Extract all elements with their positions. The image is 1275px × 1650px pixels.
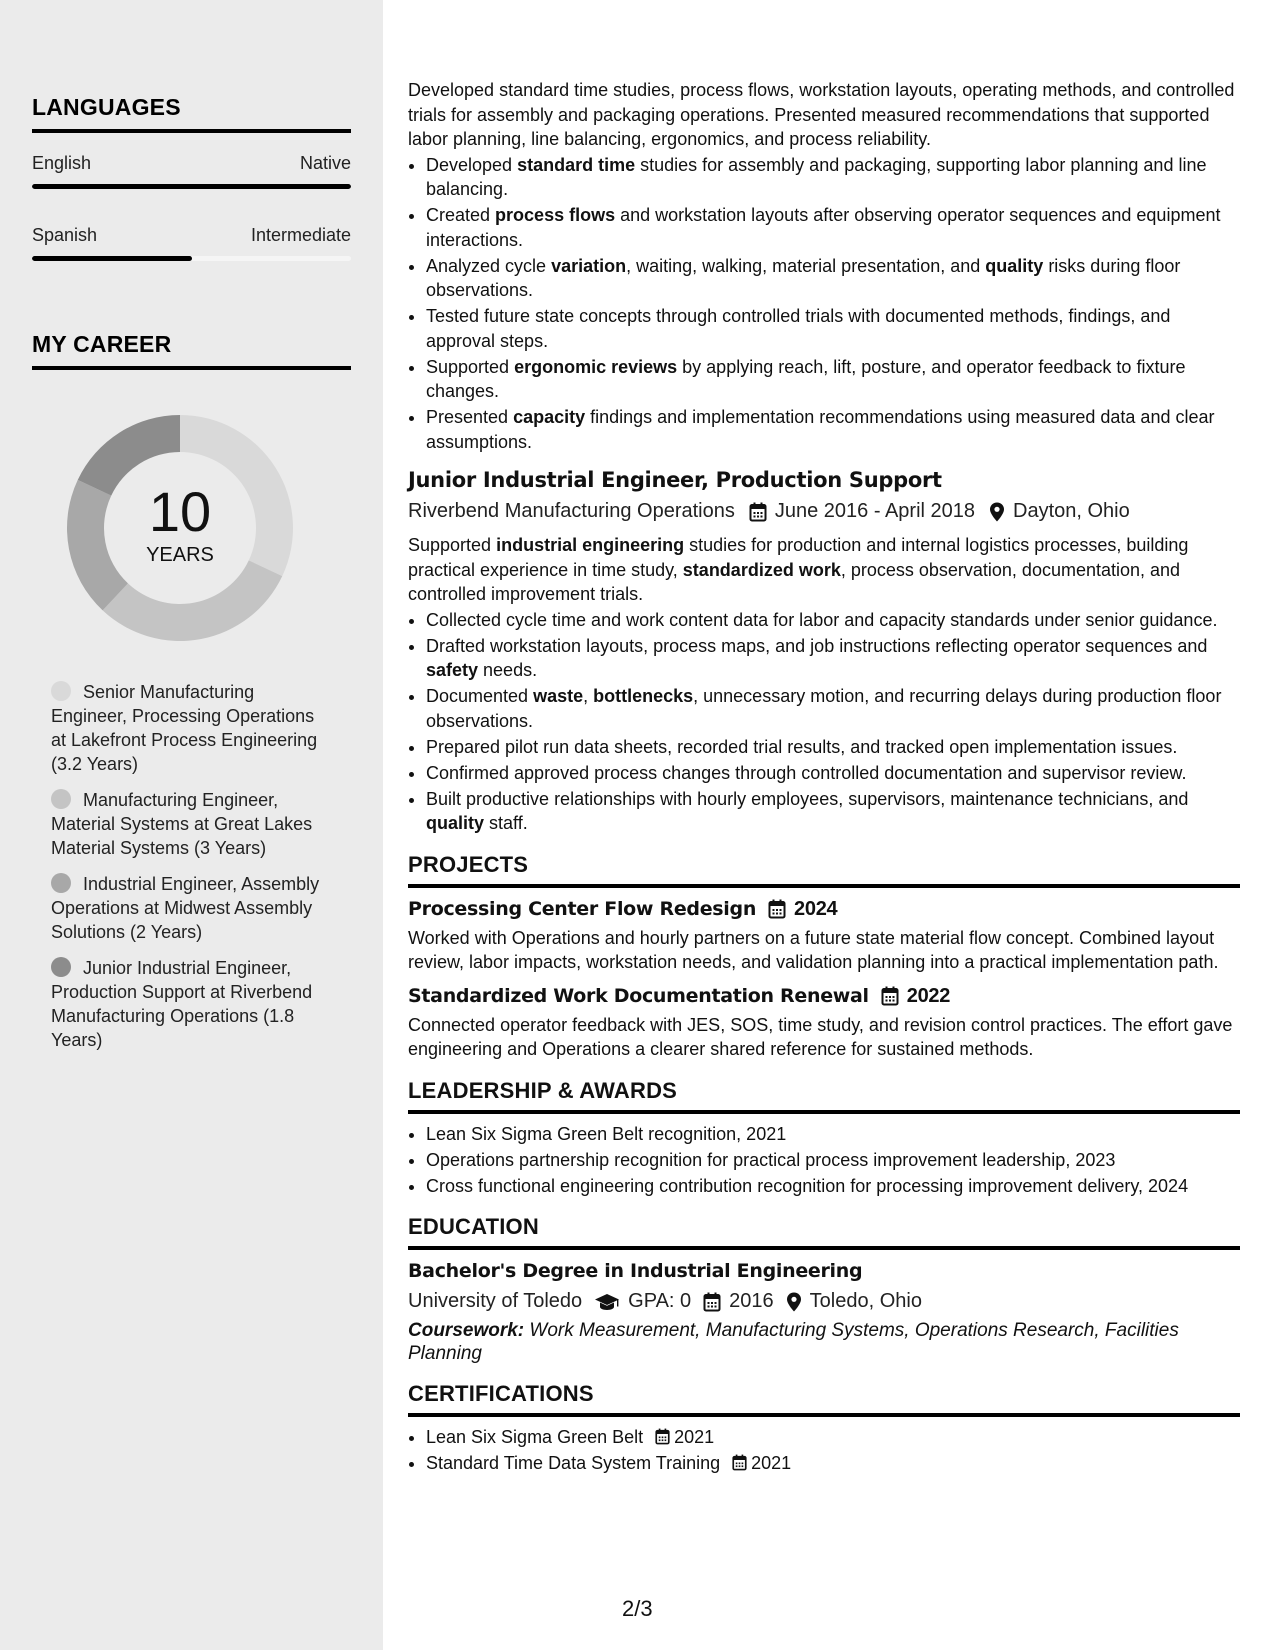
- job-company: Riverbend Manufacturing Operations: [408, 500, 735, 522]
- emphasis-keyword: waste: [533, 686, 584, 706]
- job-bullet: • Documented waste, bottlenecks, unnecessary motion, and recurring delays during production floor observations.: [426, 684, 1240, 733]
- intro-bullet: • Tested future state concepts through controlled trials with documented methods, findings, and approval steps.: [426, 304, 1240, 353]
- graduation-cap-icon: [594, 1293, 620, 1311]
- intro-bullet: • Created process flows and workstation layouts after observing operator sequences and equipment interactions.: [426, 203, 1240, 252]
- job-meta: [408, 500, 1240, 523]
- career-heading: MY CAREER: [32, 331, 351, 370]
- language-level: Intermediate: [250, 225, 351, 245]
- emphasis-keyword: quality: [426, 813, 485, 833]
- certification-year: 2021: [674, 1427, 715, 1447]
- language-item: [32, 153, 351, 189]
- education-heading: EDUCATION: [408, 1214, 1240, 1250]
- language-name: Spanish: [32, 225, 98, 245]
- emphasis-keyword: variation: [551, 255, 627, 276]
- award-item: • Cross functional engineering contribution recognition for processing improvement delivery, 2024: [426, 1174, 1240, 1199]
- language-proficiency-bar: [32, 184, 351, 189]
- intro-bullet: • Supported ergonomic reviews by applying reach, lift, posture, and operator feedback to fixture changes.: [426, 355, 1240, 404]
- languages-list: [32, 153, 351, 261]
- language-proficiency-fill: [32, 256, 192, 261]
- language-level: Native: [299, 153, 351, 173]
- career-legend-item: [51, 788, 331, 860]
- legend-swatch: [51, 957, 71, 977]
- emphasis-keyword: bottlenecks: [593, 686, 694, 706]
- career-legend-item: [51, 872, 331, 944]
- legend-label: Senior Manufacturing Engineer, Processing Operations at Lakefront Process Engineering (3.2 Years): [51, 682, 318, 774]
- career-legend-item: [51, 680, 331, 776]
- emphasis-keyword: quality: [985, 255, 1044, 276]
- certifications-heading: CERTIFICATIONS: [408, 1381, 1240, 1417]
- project-description: Connected operator feedback with JES, SOS, time study, and revision control practices. The effort gave engineering and Operations a clearer shared reference for sustained methods.: [408, 1014, 1233, 1059]
- job-summary: Supported industrial engineering studies for production and internal logistics processes, building practical experience in time study, standardized work, process observation, documentation, and controlled improvement trials.: [408, 535, 1189, 604]
- calendar-icon: [703, 1292, 721, 1312]
- project-year: 2022: [906, 984, 951, 1007]
- calendar-icon: [881, 986, 899, 1006]
- certification-name: Standard Time Data System Training: [426, 1453, 721, 1473]
- certification-name: Lean Six Sigma Green Belt: [426, 1427, 644, 1447]
- job-bullet: • Built productive relationships with hourly employees, supervisors, maintenance technicians, and quality staff.: [426, 787, 1240, 836]
- language-name: English: [32, 153, 92, 173]
- map-pin-icon: [786, 1292, 802, 1312]
- legend-swatch: [51, 873, 71, 893]
- calendar-icon: [768, 899, 786, 919]
- intro-bullets: [408, 153, 1240, 455]
- coursework-label: Coursework:: [408, 1320, 525, 1341]
- legend-swatch: [51, 789, 71, 809]
- job-location: Dayton, Ohio: [1013, 500, 1130, 522]
- language-proficiency-fill: [32, 184, 351, 189]
- career-total-years: 10: [148, 480, 212, 543]
- career-legend-item: [51, 956, 331, 1052]
- project-description: Worked with Operations and hourly partners on a future state material flow concept. Combined layout review, labor impacts, workstation needs, and validation planning into a practical implementation path.: [408, 927, 1219, 972]
- sidebar: [0, 0, 383, 1650]
- emphasis-keyword: safety: [426, 660, 479, 680]
- job-bullet: • Collected cycle time and work content data for labor and capacity standards under senior guidance.: [426, 608, 1240, 633]
- legend-label: Industrial Engineer, Assembly Operations at Midwest Assembly Solutions (2 Years): [51, 874, 320, 942]
- award-item: • Lean Six Sigma Green Belt recognition, 2021: [426, 1122, 1240, 1147]
- legend-label: Manufacturing Engineer, Material Systems at Great Lakes Material Systems (3 Years): [51, 790, 313, 858]
- project-item: [408, 898, 1240, 975]
- donut-slice: [103, 560, 283, 641]
- calendar-icon: [655, 1428, 670, 1445]
- main-content: [408, 78, 1240, 1477]
- coursework-text: Work Measurement, Manufacturing Systems, Operations Research, Facilities Planning: [408, 1320, 1179, 1364]
- education-meta: [408, 1290, 1240, 1313]
- career-donut-chart: [64, 412, 296, 644]
- job-bullet: • Prepared pilot run data sheets, recorded trial results, and tracked open implementation issues.: [426, 735, 1240, 760]
- certification-item: [426, 1425, 1240, 1450]
- emphasis-keyword: standardized work: [682, 559, 841, 580]
- career-legend: [51, 680, 331, 1052]
- intro-bullet: • Analyzed cycle variation, waiting, walking, material presentation, and quality risks during floor observations.: [426, 254, 1240, 303]
- emphasis-keyword: standard time: [517, 154, 636, 175]
- project-year: 2024: [794, 897, 838, 920]
- certifications-list: [408, 1425, 1240, 1476]
- education-coursework: [408, 1319, 1240, 1365]
- project-title: Processing Center Flow Redesign: [408, 898, 757, 920]
- job-bullet: • Drafted workstation layouts, process maps, and job instructions reflecting operator sequences and safety needs.: [426, 634, 1240, 683]
- job-dates: June 2016 - April 2018: [774, 500, 976, 522]
- legend-label: Junior Industrial Engineer, Production Support at Riverbend Manufacturing Operations (1.8 Years): [51, 958, 313, 1050]
- awards-list: [408, 1122, 1240, 1199]
- certification-year: 2021: [751, 1453, 792, 1473]
- career-total-unit: YEARS: [146, 544, 214, 566]
- job-bullets: [408, 608, 1240, 836]
- page-number: 2/3: [622, 1596, 653, 1621]
- job-bullet: • Confirmed approved process changes through controlled documentation and supervisor review.: [426, 761, 1240, 786]
- education-degree: Bachelor's Degree in Industrial Engineering: [408, 1260, 863, 1282]
- calendar-icon: [749, 502, 767, 522]
- intro-summary: Developed standard time studies, process flows, workstation layouts, operating methods, and controlled trials for assembly and packaging operations. Presented measured recommendations that supported labor planning, line balancing, ergonomics, and process reliability.: [408, 80, 1235, 149]
- awards-heading: LEADERSHIP & AWARDS: [408, 1078, 1240, 1114]
- intro-bullet: • Developed standard time studies for assembly and packaging, supporting labor planning and line balancing.: [426, 153, 1240, 202]
- emphasis-keyword: industrial engineering: [496, 535, 685, 555]
- legend-swatch: [51, 681, 71, 701]
- language-proficiency-bar: [32, 256, 351, 261]
- project-title: Standardized Work Documentation Renewal: [408, 985, 869, 1007]
- education-gpa: GPA: 0: [628, 1290, 692, 1312]
- project-item: [408, 985, 1240, 1062]
- languages-heading: LANGUAGES: [32, 94, 351, 133]
- projects-list: [408, 898, 1240, 1062]
- language-item: [32, 225, 351, 261]
- award-item: • Operations partnership recognition for practical process improvement leadership, 2023: [426, 1148, 1240, 1173]
- education-year: 2016: [729, 1290, 774, 1312]
- education-school: University of Toledo: [408, 1290, 583, 1312]
- emphasis-keyword: capacity: [513, 407, 586, 427]
- emphasis-keyword: process flows: [495, 205, 616, 225]
- calendar-icon: [732, 1454, 747, 1471]
- education-location: Toledo, Ohio: [809, 1290, 922, 1312]
- intro-bullet: • Presented capacity findings and implementation recommendations using measured data and clear assumptions.: [426, 405, 1240, 454]
- emphasis-keyword: ergonomic reviews: [514, 356, 678, 377]
- certification-item: [426, 1451, 1240, 1476]
- projects-heading: PROJECTS: [408, 852, 1240, 888]
- job-title: Junior Industrial Engineer, Production Support: [408, 468, 942, 492]
- map-pin-icon: [989, 502, 1005, 522]
